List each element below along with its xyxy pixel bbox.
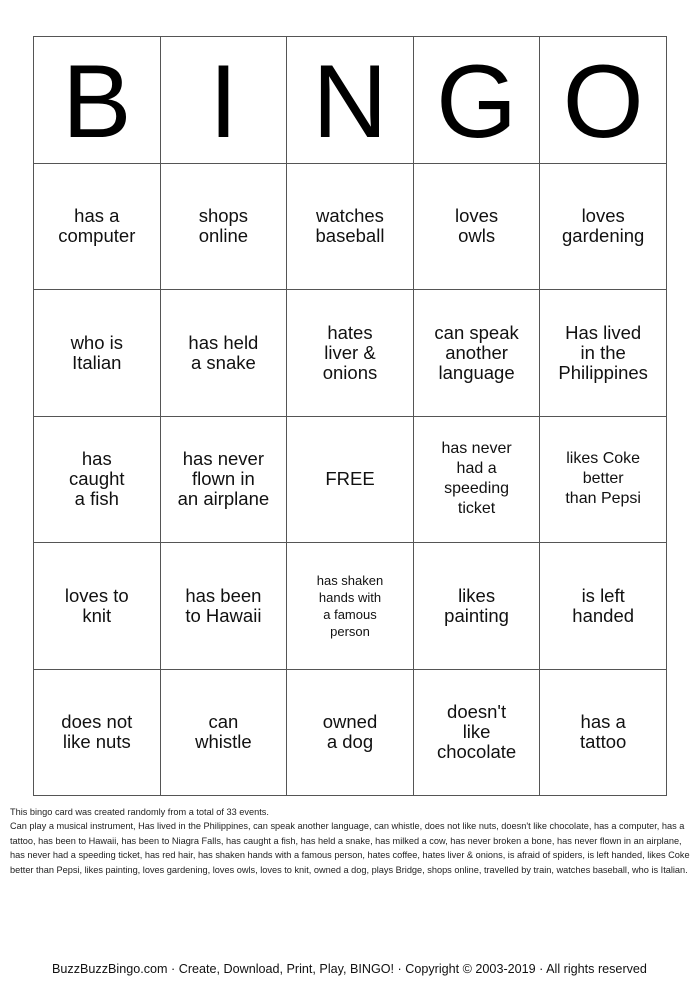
cell-text: hates liver & onions (322, 321, 378, 383)
cell-text: has held a snake (188, 331, 259, 373)
cell-text: likes Coke better than Pepsi (565, 450, 641, 508)
cell-text: owned a dog (322, 711, 378, 753)
bingo-cell[interactable] (160, 290, 287, 417)
header-letter-n: N (287, 37, 414, 164)
card-info (10, 805, 694, 877)
cell-text: loves to knit (64, 584, 129, 626)
site-footer: BuzzBuzzBingo.com · Create, Download, Print, Play, BINGO! · Copyright © 2003-2019 · All rights reserved (52, 962, 647, 976)
cell-text: shops online (198, 205, 249, 247)
bingo-cell[interactable] (287, 543, 414, 670)
card-row (34, 416, 667, 543)
cell-text: likes painting (444, 584, 509, 626)
bingo-cell[interactable] (413, 416, 540, 543)
bingo-cell[interactable] (540, 416, 667, 543)
cell-text: can speak another language (434, 321, 519, 383)
cell-text: doesn't like chocolate (436, 701, 517, 763)
bingo-cell[interactable] (34, 290, 161, 417)
header-letter-o: O (540, 37, 667, 164)
cell-text: who is Italian (70, 331, 124, 373)
bingo-cell[interactable] (413, 543, 540, 670)
header-row (34, 37, 667, 164)
cell-text: can whistle (195, 711, 252, 753)
card-summary: This bingo card was created randomly from a total of 33 events. (10, 807, 269, 817)
bingo-cell[interactable] (413, 290, 540, 417)
free-space-text: FREE (325, 468, 375, 490)
card-row (34, 163, 667, 290)
cell-text: loves gardening (562, 205, 645, 247)
cell-text: watches baseball (315, 205, 385, 247)
cell-text: has shaken hands with a famous person (316, 572, 384, 639)
event-list: Can play a musical instrument, Has lived in the Philippines, can speak another language, can whistle, does not like nuts, doesn't like chocolate, has a computer, has a tattoo, has been to Hawaii, has been to Niagra Falls, has caught a fish, has held a snake, has milked a cow, has never broken a bone, has never flown in an airplane, has never had a speeding ticket, has red hair, has shaken hands with a famous person, hates coffee, hates liver & onions, is afraid of spiders, is left handed, likes Coke better than Pepsi, likes painting, loves gardening, loves owls, loves to knit, owned a dog, plays Bridge, shops online, travelled by train, watches baseball, who is Italian. (10, 821, 690, 875)
cell-text: Has lived in the Philippines (558, 321, 648, 383)
cell-text: has never flown in an airplane (177, 448, 270, 510)
free-space-cell[interactable] (287, 416, 414, 543)
bingo-cell[interactable] (287, 163, 414, 290)
header-letter-i: I (160, 37, 287, 164)
card-row (34, 543, 667, 670)
header-letter-b: B (34, 37, 161, 164)
cell-text: has a tattoo (580, 711, 627, 753)
header-letter-g: G (413, 37, 540, 164)
bingo-cell[interactable] (413, 669, 540, 796)
bingo-cell[interactable] (34, 163, 161, 290)
bingo-cell[interactable] (287, 290, 414, 417)
bingo-cell[interactable] (540, 163, 667, 290)
bingo-cell[interactable] (34, 543, 161, 670)
cell-text: loves owls (454, 205, 499, 247)
cell-text: has been to Hawaii (185, 584, 262, 626)
cell-text: has never had a speeding ticket (441, 440, 512, 518)
bingo-cell[interactable] (540, 290, 667, 417)
card-row (34, 669, 667, 796)
bingo-cell[interactable] (34, 669, 161, 796)
bingo-cell[interactable] (34, 416, 161, 543)
bingo-cell[interactable] (160, 416, 287, 543)
bingo-card (33, 36, 667, 796)
bingo-cell[interactable] (540, 543, 667, 670)
cell-text: does not like nuts (61, 711, 133, 753)
bingo-cell[interactable] (160, 669, 287, 796)
bingo-cell[interactable] (287, 669, 414, 796)
bingo-cell[interactable] (160, 543, 287, 670)
bingo-cell[interactable] (160, 163, 287, 290)
cell-text: has a computer (58, 205, 136, 247)
card-row (34, 290, 667, 417)
cell-text: is left handed (572, 584, 635, 626)
bingo-cell[interactable] (540, 669, 667, 796)
bingo-cell[interactable] (413, 163, 540, 290)
cell-text: has caught a fish (69, 448, 125, 510)
